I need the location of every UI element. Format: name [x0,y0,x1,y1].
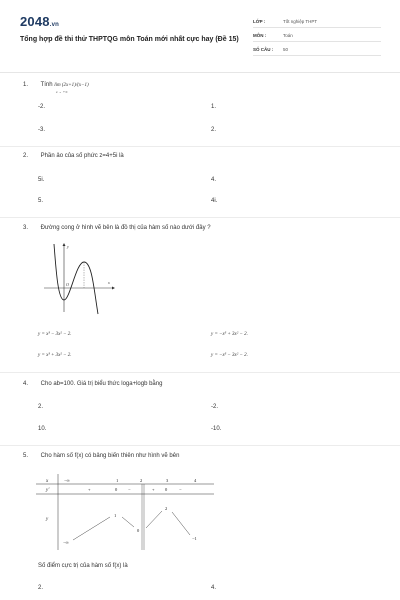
trend-arrow-down [122,517,134,527]
meta-row-class [253,16,381,28]
y-value: 2 [165,506,168,511]
answer-option[interactable]: 2. [38,585,44,591]
meta-value: 50 [283,47,289,52]
x-axis-arrow [112,287,115,290]
variation-table [36,474,214,550]
answer-option[interactable]: -10. [211,426,222,432]
meta-row-count [253,44,381,56]
x-axis-label: x [108,280,110,285]
x-value: 2 [140,478,143,483]
question-text: Cho ab=100. Giá trị biểu thức loga+logb bằng [40,381,163,387]
y-axis-arrow [63,243,66,246]
question-text: Cho hàm số f(x) có bảng biến thiên như hình vẽ bên [40,453,180,459]
question-number: 3. [23,225,29,231]
question-3 [23,225,211,231]
question-text: Đường cong ở hình vẽ bên là đồ thị của hàm số nào dưới đây ? [40,225,211,231]
answer-option[interactable]: 2. [38,404,44,410]
answer-option[interactable]: y = −x³ + 3x² − 2. [211,332,248,337]
question-separator [0,445,400,446]
meta-key: SỐ CÂU : [253,47,274,52]
question-4 [23,381,162,387]
answer-option[interactable]: -2. [211,404,219,410]
yprime-sign: 0 [115,487,118,492]
question-separator [0,146,400,147]
question-text: Phần ảo của số phức z=4+5i là [40,153,124,159]
yprime-sign: + [152,487,155,492]
answer-option[interactable]: 4i. [211,198,218,204]
meta-row-subject [253,30,381,42]
question-number: 1. [23,82,29,88]
yprime-label: y' [46,488,50,493]
question-followup: Số điểm cực trị của hàm số f(x) là [38,563,128,569]
y-value: 1 [114,513,117,518]
answer-option[interactable]: y = x³ + 3x² − 2. [38,353,72,358]
y-value: −1 [192,536,197,541]
yprime-sign: − [179,487,182,492]
yprime-sign: + [88,487,91,492]
trend-arrow-down [172,512,190,535]
x-value: −∞ [64,478,70,483]
question-number: 2. [23,153,29,159]
exam-meta [253,16,381,58]
answer-option[interactable]: 10. [38,426,47,432]
trend-arrow-up [73,517,110,540]
question-separator [0,217,400,218]
header [20,14,380,68]
function-graph [40,240,118,316]
x-label: x [46,479,49,484]
exam-title: Tổng hợp đề thi thử THPTQG môn Toán mới nhất cực hay (Đề 15) [20,36,239,43]
meta-value: Toán [283,33,293,38]
site-logo[interactable] [20,14,59,29]
y-value: 0 [137,528,140,533]
question-number: 5. [23,453,29,459]
y-label: y [46,517,49,522]
logo-suffix: .vn [49,22,60,28]
answer-option[interactable]: 2. [211,127,217,133]
logo-main: 2048 [20,14,50,29]
x-value: 1 [116,478,119,483]
y-value: −∞ [63,540,69,545]
answer-option[interactable]: -2. [38,104,46,110]
answer-option[interactable]: y = x³ − 3x² − 2. [38,332,72,337]
x-value: 3 [166,478,169,483]
yprime-sign: 0 [165,487,168,492]
question-text: Tính [40,82,53,88]
answer-option[interactable]: 4. [211,585,217,591]
meta-value: Tốt nghiệp THPT [283,19,318,24]
meta-key: LỚP : [253,19,266,24]
answer-option[interactable]: y = −x³ − 3x² − 2. [211,353,248,358]
yprime-sign: − [128,487,131,492]
limit-subscript: x → +∞ [56,90,68,94]
cubic-curve [54,244,98,314]
header-divider [0,72,400,73]
trend-arrow-up [146,511,162,528]
question-separator [0,372,400,373]
answer-option[interactable]: 4. [211,177,217,183]
y-axis-label: y [67,244,69,249]
x-value: 4 [194,478,197,483]
limit-formula: lim (2x+1)/(x−1) [54,83,89,88]
answer-option[interactable]: 5i. [38,177,45,183]
meta-key: MÔN : [253,33,267,38]
answer-option[interactable]: 5. [38,198,44,204]
question-2 [23,153,124,159]
question-number: 4. [23,381,29,387]
question-5 [23,453,179,459]
answer-option[interactable]: -3. [38,127,46,133]
answer-option[interactable]: 1. [211,104,217,110]
origin-label: O [66,282,69,287]
question-1 [23,82,89,88]
